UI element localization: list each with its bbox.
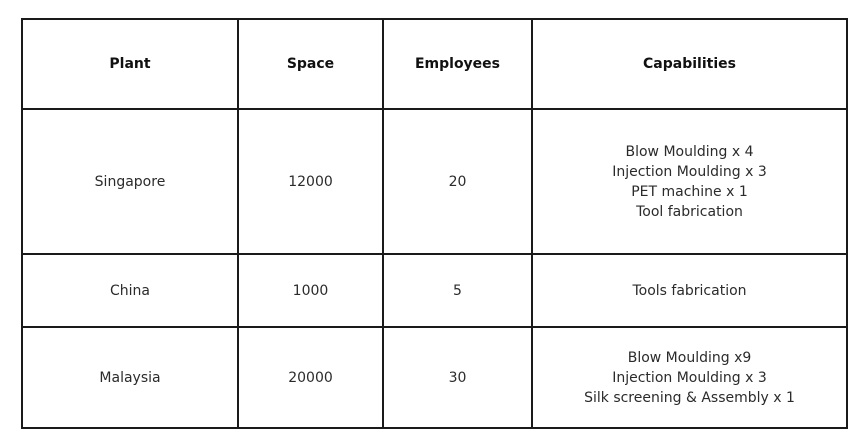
capability-item: Blow Moulding x 4 [625,143,754,160]
header-capabilities: Capabilities [532,19,847,109]
table-row [22,109,847,254]
capability-item: Injection Moulding x 3 [612,163,767,180]
cell-space: 12000 [238,109,383,254]
table-row [22,254,847,327]
capability-item: Silk screening & Assembly x 1 [584,389,795,406]
cell-plant: Malaysia [22,327,238,428]
capability-item: Injection Moulding x 3 [612,369,767,386]
cell-employees: 5 [383,254,532,327]
cell-plant: Singapore [22,109,238,254]
header-employees: Employees [383,19,532,109]
table-header-row [22,19,847,109]
cell-employees: 20 [383,109,532,254]
cell-space: 20000 [238,327,383,428]
capability-item: PET machine x 1 [631,183,748,200]
cell-capabilities [532,327,847,428]
cell-capabilities [532,109,847,254]
cell-space: 1000 [238,254,383,327]
cell-capabilities [532,254,847,327]
header-plant: Plant [22,19,238,109]
capability-item: Tools fabrication [632,282,747,299]
plants-table [21,18,848,429]
table-row [22,327,847,428]
cell-employees: 30 [383,327,532,428]
capability-item: Blow Moulding x9 [627,349,752,366]
capability-item: Tool fabrication [636,203,743,220]
header-space: Space [238,19,383,109]
cell-plant: China [22,254,238,327]
